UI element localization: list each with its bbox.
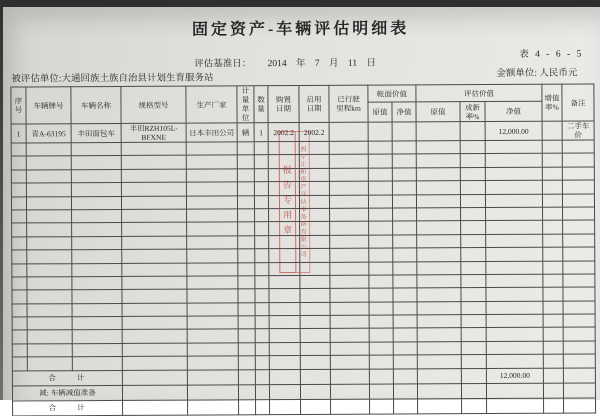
cell-vehicle-name: 丰田面包车 — [71, 123, 121, 142]
cell-unit: 辆 — [237, 123, 254, 142]
red-seal-stamp — [279, 131, 311, 273]
cell-manufacturer: 日本丰田公司 — [186, 123, 237, 142]
table-number: 表 4 - 6 - 5 — [519, 49, 584, 60]
seal-text: 报告专用章 — [281, 164, 293, 240]
col-group-book-value: 帐面价值 — [368, 85, 416, 103]
base-date-label: 评估基准日： — [194, 59, 252, 70]
appraised-unit: 被评估单位:大通回族土族自治县计划生育服务站 — [11, 73, 214, 85]
col-header-plate: 车辆牌号 — [26, 87, 71, 124]
deduction-label: 减: 车辆减值准备 — [12, 385, 122, 401]
col-header-book-net: 净值 — [392, 102, 416, 122]
col-header-remarks: 备注 — [562, 84, 594, 121]
page-title: 固定资产-车辆评估明细表 — [191, 20, 410, 39]
col-header-vehicle-name: 车辆名称 — [71, 86, 121, 123]
cell-book-original — [368, 122, 392, 141]
base-date-line — [194, 55, 376, 70]
seal-company-text: 西宁正和资产评估事务所有限公司 — [298, 145, 306, 259]
col-header-mileage: 已行驶 里程km — [329, 85, 368, 122]
total-label: 合 计 — [12, 370, 122, 386]
final-total-label: 合 计 — [13, 400, 123, 416]
col-header-manufacturer: 生产厂家 — [186, 86, 237, 123]
col-header-appraisal-original: 原值 — [416, 102, 460, 122]
col-header-seq: 序 号 — [11, 87, 26, 124]
paper-sheet — [3, 7, 600, 413]
col-header-purchase-date: 购置 日期 — [268, 86, 299, 123]
total-appraisal-net: 12,000.00 — [486, 368, 543, 383]
cell-start-date: 2002.2 — [299, 122, 329, 141]
cell-remarks: 二手车价 — [562, 121, 594, 140]
col-header-qty: 数 量 — [254, 86, 268, 123]
table-row-final-total — [13, 398, 596, 416]
cell-newness-rate — [460, 122, 485, 141]
col-header-model: 规格型号 — [121, 86, 186, 123]
col-header-unit: 计量 单位 — [237, 86, 254, 123]
cell-seq: 1 — [11, 124, 26, 143]
cell-qty: 1 — [254, 123, 268, 142]
col-header-newness-rate: 成新 率% — [460, 102, 485, 122]
cell-appraisal-net: 12,000.00 — [485, 121, 542, 140]
cell-purchase-date: 2002.2 — [268, 123, 299, 142]
col-header-start-date: 启用 日期 — [299, 85, 329, 122]
col-header-appraisal-net: 净值 — [485, 102, 542, 122]
cell-model: 丰田RZH105L-BFXNE — [121, 123, 186, 142]
cell-mileage — [329, 122, 368, 141]
cell-plate: 青A-63195 — [26, 124, 71, 143]
seal-box — [279, 131, 297, 273]
cell-book-net — [392, 122, 416, 141]
base-date-value: 2014 年 7 月 11 日 — [267, 58, 376, 70]
seal-company-box — [296, 131, 311, 273]
col-header-book-original: 原值 — [368, 102, 392, 122]
amount-unit: 金额单位: 人民币元 — [496, 68, 578, 79]
col-group-appraisal-value: 评估价值 — [416, 84, 542, 102]
cell-appraisal-original — [416, 122, 460, 141]
col-header-increment-rate: 增值 率% — [542, 84, 562, 121]
cell-increment-rate — [542, 121, 562, 140]
